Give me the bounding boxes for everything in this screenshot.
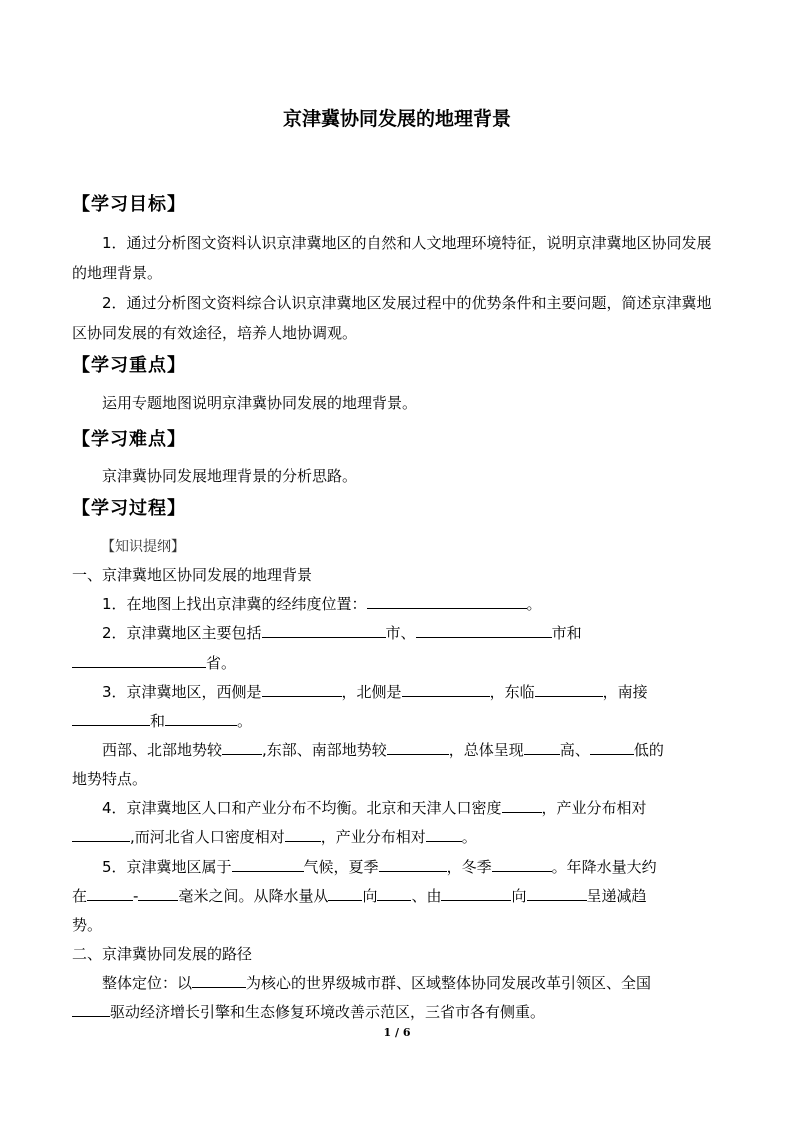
q1-text: 1．在地图上找出京津冀的经纬度位置：	[102, 595, 367, 613]
q3-text-c: ，东临	[489, 683, 535, 701]
difficult-points-text: 京津冀协同发展地理背景的分析思路。	[102, 467, 358, 485]
q5-text: 5．京津冀地区属于	[102, 858, 232, 876]
q5-text-k: 呈递减趋	[586, 887, 647, 905]
part1-heading: 一、京津冀地区协同发展的地理背景	[72, 566, 313, 584]
blank-terrain-wn[interactable]	[222, 738, 262, 755]
terrain-text-c: ，总体呈现	[448, 741, 524, 759]
question-1	[102, 592, 542, 616]
question-4	[102, 796, 647, 820]
q1-end: 。	[526, 595, 542, 613]
blank-west[interactable]	[262, 680, 342, 697]
question-5	[102, 855, 657, 879]
q4-text: 4．京津冀地区人口和产业分布不均衡。北京和天津人口密度	[102, 799, 502, 817]
blank-core[interactable]	[192, 971, 246, 988]
document-title: 京津冀协同发展的地理背景	[282, 108, 511, 130]
terrain-line	[102, 738, 664, 762]
outline-label: 【知识提纲】	[101, 539, 185, 555]
q3-text-d: ，南接	[602, 683, 648, 701]
q5-dash: -	[133, 887, 139, 905]
blank-density-bt[interactable]	[502, 796, 542, 813]
blank-dir-2[interactable]	[377, 884, 411, 901]
positioning-text-b: 为核心的世界级城市群、区域整体协同发展改革引领区、全国	[246, 974, 652, 992]
blank-province[interactable]	[72, 651, 206, 668]
blank-winter[interactable]	[492, 855, 552, 872]
blank-climate[interactable]	[232, 855, 304, 872]
q5-text-b: 气候，夏季	[303, 858, 379, 876]
q4-text-b: ，产业分布相对	[541, 799, 647, 817]
q5-text-c: ，冬季	[446, 858, 492, 876]
heading-learning-process: 【学习过程】	[72, 498, 186, 519]
q2-text: 2．京津冀地区主要包括	[102, 624, 262, 642]
blank-city-1[interactable]	[262, 621, 386, 638]
page-number: 1 / 6	[383, 1026, 411, 1039]
blank-industry-hb[interactable]	[426, 825, 462, 842]
q3-text-e: 和	[150, 712, 166, 730]
goal-1: 1．通过分析图文资料认识京津冀地区的自然和人文地理环境特征，说明京津冀地区协同发展的地理背景。	[72, 234, 712, 282]
key-points-text: 运用专题地图说明京津冀协同发展的地理背景。	[102, 394, 418, 412]
q4-text-d: ，产业分布相对	[320, 828, 426, 846]
blank-industry-bt[interactable]	[72, 825, 130, 842]
q4-text-c: ,而河北省人口密度相对	[130, 828, 285, 846]
blank-rain-max[interactable]	[138, 884, 178, 901]
heading-learning-goals: 【学习目标】	[72, 194, 186, 215]
blank-terrain-es[interactable]	[387, 738, 449, 755]
heading-key-points: 【学习重点】	[72, 355, 186, 376]
blank-low[interactable]	[590, 738, 634, 755]
terrain-line-cont: 地势特点。	[72, 770, 148, 788]
question-5-cont	[72, 884, 647, 908]
terrain-text: 西部、北部地势较	[102, 741, 223, 759]
q2-text-b: 市、	[385, 624, 416, 642]
question-3-cont	[72, 709, 252, 733]
positioning-text-c: 驱动经济增长引擎和生态修复环境改善示范区，三省市各有侧重。	[110, 1003, 546, 1021]
q3-end: 。	[237, 712, 253, 730]
q5-text-i: 、由	[411, 887, 442, 905]
blank-lat-lon[interactable]	[367, 592, 527, 609]
goal-2: 2．通过分析图文资料综合认识京津冀地区发展过程中的优势条件和主要问题，简述京津冀地区协同发展的有效途径，培养人地协调观。	[72, 294, 712, 342]
q5-text-d: 。年降水量大约	[551, 858, 657, 876]
part2-heading: 二、京津冀协同发展的路径	[72, 945, 253, 963]
question-2-cont	[72, 651, 236, 675]
blank-dir-3[interactable]	[441, 884, 511, 901]
blank-east[interactable]	[535, 680, 603, 697]
positioning-line-cont	[72, 1000, 545, 1024]
q2-text-c: 市和	[551, 624, 582, 642]
positioning-line	[102, 971, 651, 995]
blank-rain-min[interactable]	[87, 884, 133, 901]
blank-north[interactable]	[402, 680, 490, 697]
positioning-text: 整体定位：以	[102, 974, 193, 992]
q5-text-e: 在	[72, 887, 88, 905]
question-5-end: 势。	[72, 916, 103, 934]
heading-difficult-points: 【学习难点】	[72, 429, 186, 450]
blank-dir-4[interactable]	[527, 884, 587, 901]
q2-end: 省。	[206, 654, 237, 672]
q5-text-j: 向	[511, 887, 527, 905]
blank-summer[interactable]	[379, 855, 447, 872]
blank-drive[interactable]	[72, 1000, 110, 1017]
question-3	[102, 680, 648, 704]
terrain-text-b: ,东部、南部地势较	[262, 741, 387, 759]
terrain-text-e: 低的	[633, 741, 664, 759]
q3-text: 3．京津冀地区，西侧是	[102, 683, 262, 701]
blank-city-2[interactable]	[416, 621, 552, 638]
q4-end: 。	[461, 828, 477, 846]
q5-text-h: 向	[362, 887, 378, 905]
q3-text-b: ，北侧是	[341, 683, 402, 701]
blank-density-hb[interactable]	[285, 825, 321, 842]
blank-south-1[interactable]	[72, 709, 150, 726]
blank-south-2[interactable]	[165, 709, 237, 726]
question-2	[102, 621, 582, 645]
q5-text-g: 毫米之间。从降水量从	[178, 887, 329, 905]
question-4-cont	[72, 825, 477, 849]
blank-high[interactable]	[524, 738, 560, 755]
terrain-text-d: 高、	[559, 741, 590, 759]
blank-dir-1[interactable]	[328, 884, 362, 901]
